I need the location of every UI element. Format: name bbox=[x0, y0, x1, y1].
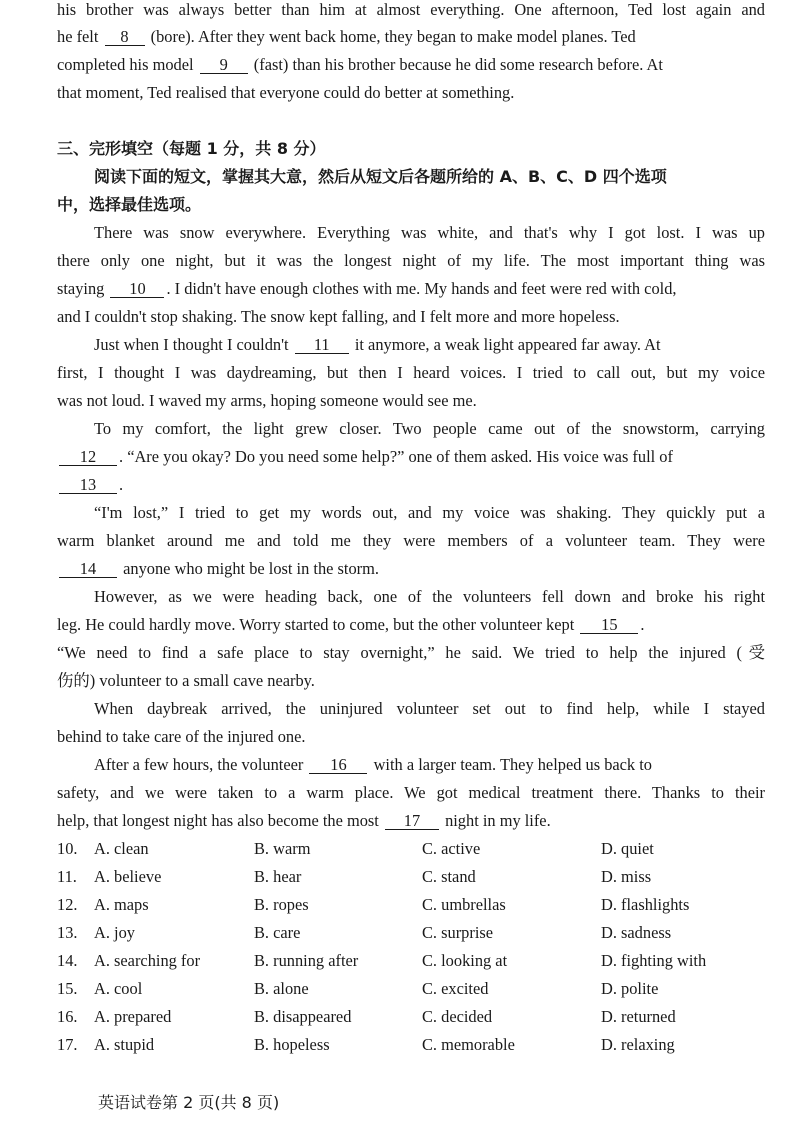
text-line: and I couldn't stop shaking. The snow kept falling, and I felt more and more hopeless. bbox=[57, 307, 620, 326]
option-a[interactable]: A. stupid bbox=[94, 1035, 155, 1054]
option-row bbox=[57, 923, 765, 945]
text-line: he felt 8 (bore). After they went back home, they began to make model planes. Ted bbox=[57, 27, 636, 46]
question-number: 14. bbox=[57, 951, 78, 970]
text-line: safety, and we were taken to a warm place. We got medical treatment there. Thanks to their bbox=[57, 783, 765, 802]
option-c[interactable]: C. decided bbox=[422, 1007, 493, 1026]
option-row bbox=[57, 979, 765, 1001]
text-line: There was snow everywhere. Everything was white, and that's why I got lost. I was up bbox=[94, 223, 765, 242]
option-c[interactable]: C. memorable bbox=[422, 1035, 515, 1054]
option-c[interactable]: C. excited bbox=[422, 979, 489, 998]
option-a[interactable]: A. cool bbox=[94, 979, 143, 998]
option-d[interactable]: D. sadness bbox=[601, 923, 672, 942]
option-a[interactable]: A. clean bbox=[94, 839, 149, 858]
option-c[interactable]: C. stand bbox=[422, 867, 476, 886]
text-line: 12 . “Are you okay? Do you need some help?” one of them asked. His voice was full of bbox=[57, 447, 765, 467]
text-line: 13 . bbox=[57, 475, 765, 495]
option-row bbox=[57, 895, 765, 917]
option-a[interactable]: A. searching for bbox=[94, 951, 201, 970]
option-d[interactable]: D. relaxing bbox=[601, 1035, 675, 1054]
blank-8[interactable]: 8 bbox=[105, 28, 145, 46]
section-instruction: 阅读下面的短文，掌握其大意，然后从短文后各题所给的 A、B、C、D 四个选项 bbox=[94, 167, 667, 186]
question-number: 11. bbox=[57, 867, 77, 886]
text-line: 14 anyone who might be lost in the storm. bbox=[57, 559, 765, 579]
option-b[interactable]: B. disappeared bbox=[254, 1007, 352, 1026]
option-b[interactable]: B. hopeless bbox=[254, 1035, 330, 1054]
option-d[interactable]: D. quiet bbox=[601, 839, 654, 858]
option-row bbox=[57, 839, 765, 861]
text-line: After a few hours, the volunteer 16 with a larger team. They helped us back to bbox=[94, 755, 652, 774]
option-c[interactable]: C. active bbox=[422, 839, 481, 858]
text-line: “We need to find a safe place to stay overnight,” he said. We tried to help the injured (受 bbox=[57, 643, 765, 662]
option-d[interactable]: D. returned bbox=[601, 1007, 676, 1026]
section-instruction: 中，选择最佳选项。 bbox=[57, 195, 202, 214]
blank-13[interactable]: 13 bbox=[59, 476, 117, 494]
blank-12[interactable]: 12 bbox=[59, 448, 117, 466]
blank-10[interactable]: 10 bbox=[110, 280, 164, 298]
text-line: staying 10 . I didn't have enough clothes with me. My hands and feet were red with cold, bbox=[57, 279, 677, 298]
option-row bbox=[57, 867, 765, 889]
question-number: 10. bbox=[57, 839, 78, 858]
option-row bbox=[57, 1007, 765, 1029]
blank-14[interactable]: 14 bbox=[59, 560, 117, 578]
option-b[interactable]: B. hear bbox=[254, 867, 302, 886]
page-footer: 英语试卷第 2 页(共 8 页) bbox=[98, 1093, 280, 1112]
text-line: that moment, Ted realised that everyone could do better at something. bbox=[57, 83, 515, 102]
text-line: behind to take care of the injured one. bbox=[57, 727, 306, 746]
option-a[interactable]: A. joy bbox=[94, 923, 135, 942]
text-line: his brother was always better than him at almost everything. One afternoon, Ted lost again and bbox=[57, 0, 765, 19]
option-a[interactable]: A. prepared bbox=[94, 1007, 172, 1026]
text-line: leg. He could hardly move. Worry started to come, but the other volunteer kept 15 . bbox=[57, 615, 645, 634]
question-number: 17. bbox=[57, 1035, 78, 1054]
text-line: first, I thought I was daydreaming, but then I heard voices. I tried to call out, but my voice bbox=[57, 363, 765, 382]
blank-16[interactable]: 16 bbox=[309, 756, 367, 774]
question-number: 16. bbox=[57, 1007, 78, 1026]
option-row bbox=[57, 951, 765, 973]
text-line: 伤的) volunteer to a small cave nearby. bbox=[57, 671, 315, 690]
text-line: was not loud. I waved my arms, hoping someone would see me. bbox=[57, 391, 477, 410]
text-line: warm blanket around me and told me they were members of a volunteer team. They were bbox=[57, 531, 765, 550]
option-b[interactable]: B. ropes bbox=[254, 895, 309, 914]
option-c[interactable]: C. looking at bbox=[422, 951, 508, 970]
text-line: help, that longest night has also become the most 17 night in my life. bbox=[57, 811, 551, 830]
section-title: 三、完形填空（每题 1 分，共 8 分） bbox=[57, 139, 326, 158]
option-d[interactable]: D. flashlights bbox=[601, 895, 690, 914]
option-d[interactable]: D. fighting with bbox=[601, 951, 707, 970]
text-line: “I'm lost,” I tried to get my words out, and my voice was shaking. They quickly put a bbox=[94, 503, 765, 522]
question-number: 13. bbox=[57, 923, 78, 942]
option-b[interactable]: B. running after bbox=[254, 951, 359, 970]
blank-17[interactable]: 17 bbox=[385, 812, 439, 830]
option-row bbox=[57, 1035, 765, 1057]
blank-9[interactable]: 9 bbox=[200, 56, 248, 74]
blank-15[interactable]: 15 bbox=[580, 616, 638, 634]
option-c[interactable]: C. umbrellas bbox=[422, 895, 506, 914]
text-line: To my comfort, the light grew closer. Two people came out of the snowstorm, carrying bbox=[94, 419, 765, 438]
option-c[interactable]: C. surprise bbox=[422, 923, 494, 942]
option-d[interactable]: D. polite bbox=[601, 979, 659, 998]
question-number: 15. bbox=[57, 979, 78, 998]
option-d[interactable]: D. miss bbox=[601, 867, 652, 886]
question-number: 12. bbox=[57, 895, 78, 914]
option-b[interactable]: B. care bbox=[254, 923, 301, 942]
text-line: Just when I thought I couldn't 11 it anymore, a weak light appeared far away. At bbox=[94, 335, 661, 354]
text-line: When daybreak arrived, the uninjured volunteer set out to find help, while I stayed bbox=[94, 699, 765, 718]
text-line: However, as we were heading back, one of the volunteers fell down and broke his right bbox=[94, 587, 765, 606]
blank-11[interactable]: 11 bbox=[295, 336, 349, 354]
text-line: there only one night, but it was the longest night of my life. The most important thing was bbox=[57, 251, 765, 270]
text-line: completed his model 9 (fast) than his brother because he did some research before. At bbox=[57, 55, 663, 74]
option-b[interactable]: B. alone bbox=[254, 979, 309, 998]
option-a[interactable]: A. maps bbox=[94, 895, 149, 914]
option-a[interactable]: A. believe bbox=[94, 867, 162, 886]
option-b[interactable]: B. warm bbox=[254, 839, 311, 858]
